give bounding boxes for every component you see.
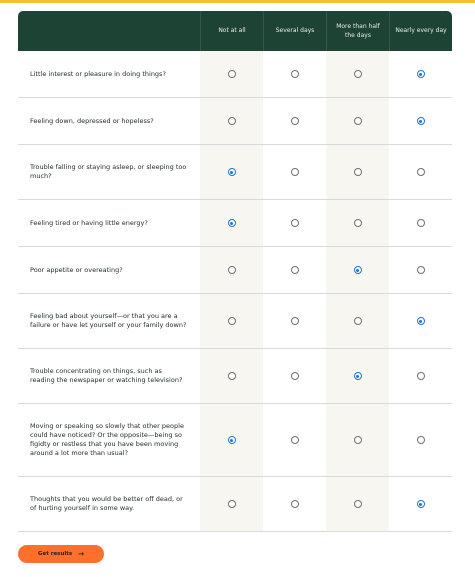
radio-nearly-every-day[interactable] [417, 372, 425, 380]
question-row [18, 294, 452, 349]
question-row [18, 200, 452, 247]
radio-several-days[interactable] [291, 317, 299, 325]
radio-nearly-every-day[interactable] [417, 266, 425, 274]
option-cell [326, 477, 389, 531]
radio-several-days[interactable] [291, 168, 299, 176]
option-cell [263, 145, 326, 199]
option-cell [326, 294, 389, 348]
option-cell [200, 294, 263, 348]
option-cell [200, 200, 263, 246]
question-text: Feeling tired or having little energy? [30, 218, 148, 227]
radio-several-days[interactable] [291, 117, 299, 125]
question-row [18, 404, 452, 477]
option-cell [326, 51, 389, 97]
radio-not-at-all[interactable] [228, 500, 236, 508]
question-row [18, 477, 452, 532]
option-cell [200, 404, 263, 476]
radio-more-than-half[interactable] [354, 117, 362, 125]
radio-more-than-half[interactable] [354, 317, 362, 325]
radio-nearly-every-day[interactable] [417, 117, 425, 125]
question-text: Feeling bad about yourself—or that you are a failure or have let yourself or your family down? [30, 312, 187, 329]
option-cell [263, 477, 326, 531]
radio-more-than-half[interactable] [354, 372, 362, 380]
question-row [18, 51, 452, 98]
header-question-cell [18, 11, 200, 51]
table-header [18, 11, 452, 51]
question-text: Little interest or pleasure in doing things? [30, 69, 166, 78]
option-cell [389, 200, 452, 246]
question-text: Moving or speaking so slowly that other people could have noticed? Or the opposite—being so figidty or restless that you have been moving around a lot more than usual? [30, 422, 184, 457]
radio-more-than-half[interactable] [354, 168, 362, 176]
radio-not-at-all[interactable] [228, 436, 236, 444]
option-cell [389, 247, 452, 293]
question-text: Trouble concentrating on things, such as reading the newspaper or watching television? [30, 367, 183, 384]
option-cell [326, 200, 389, 246]
question-text: Trouble falling or staying asleep, or sleeping too much? [30, 163, 187, 180]
radio-more-than-half[interactable] [354, 436, 362, 444]
option-cell [326, 349, 389, 403]
question-text: Poor appetite or overeating? [30, 265, 123, 274]
radio-not-at-all[interactable] [228, 117, 236, 125]
top-accent-bar [0, 0, 475, 3]
radio-not-at-all[interactable] [228, 317, 236, 325]
radio-nearly-every-day[interactable] [417, 168, 425, 176]
question-row [18, 247, 452, 294]
column-header-more-than-half: More than half the days [326, 11, 389, 51]
arrow-right-icon: → [78, 549, 85, 558]
radio-not-at-all[interactable] [228, 219, 236, 227]
option-cell [389, 145, 452, 199]
radio-nearly-every-day[interactable] [417, 317, 425, 325]
option-cell [200, 145, 263, 199]
radio-several-days[interactable] [291, 500, 299, 508]
option-cell [389, 51, 452, 97]
radio-not-at-all[interactable] [228, 168, 236, 176]
radio-not-at-all[interactable] [228, 70, 236, 78]
option-cell [263, 404, 326, 476]
option-cell [200, 51, 263, 97]
option-cell [389, 404, 452, 476]
option-cell [389, 294, 452, 348]
option-cell [263, 98, 326, 144]
radio-more-than-half[interactable] [354, 266, 362, 274]
radio-more-than-half[interactable] [354, 219, 362, 227]
radio-several-days[interactable] [291, 70, 299, 78]
option-cell [389, 98, 452, 144]
option-cell [263, 200, 326, 246]
questionnaire-table [18, 11, 452, 532]
option-cell [200, 247, 263, 293]
radio-not-at-all[interactable] [228, 372, 236, 380]
option-cell [389, 477, 452, 531]
radio-several-days[interactable] [291, 372, 299, 380]
radio-nearly-every-day[interactable] [417, 219, 425, 227]
option-cell [326, 98, 389, 144]
get-results-label: Get results [37, 551, 73, 557]
option-cell [326, 404, 389, 476]
option-cell [263, 51, 326, 97]
question-row [18, 349, 452, 404]
radio-several-days[interactable] [291, 436, 299, 444]
column-header-not-at-all: Not at all [200, 11, 263, 51]
radio-several-days[interactable] [291, 219, 299, 227]
option-cell [326, 247, 389, 293]
column-header-nearly-every-day: Nearly every day [389, 11, 452, 51]
question-text: Feeling down, depressed or hopeless? [30, 116, 154, 125]
option-cell [326, 145, 389, 199]
radio-several-days[interactable] [291, 266, 299, 274]
option-cell [263, 247, 326, 293]
radio-not-at-all[interactable] [228, 266, 236, 274]
option-cell [263, 349, 326, 403]
question-row [18, 145, 452, 200]
option-cell [200, 98, 263, 144]
radio-more-than-half[interactable] [354, 70, 362, 78]
radio-nearly-every-day[interactable] [417, 436, 425, 444]
option-cell [263, 294, 326, 348]
radio-more-than-half[interactable] [354, 500, 362, 508]
option-cell [389, 349, 452, 403]
option-cell [200, 349, 263, 403]
radio-nearly-every-day[interactable] [417, 500, 425, 508]
get-results-button[interactable] [18, 545, 104, 563]
radio-nearly-every-day[interactable] [417, 70, 425, 78]
column-header-several-days: Several days [263, 11, 326, 51]
question-text: Thoughts that you would be better off dead, or of hurting yourself in some way. [30, 495, 183, 512]
option-cell [200, 477, 263, 531]
question-row [18, 98, 452, 145]
